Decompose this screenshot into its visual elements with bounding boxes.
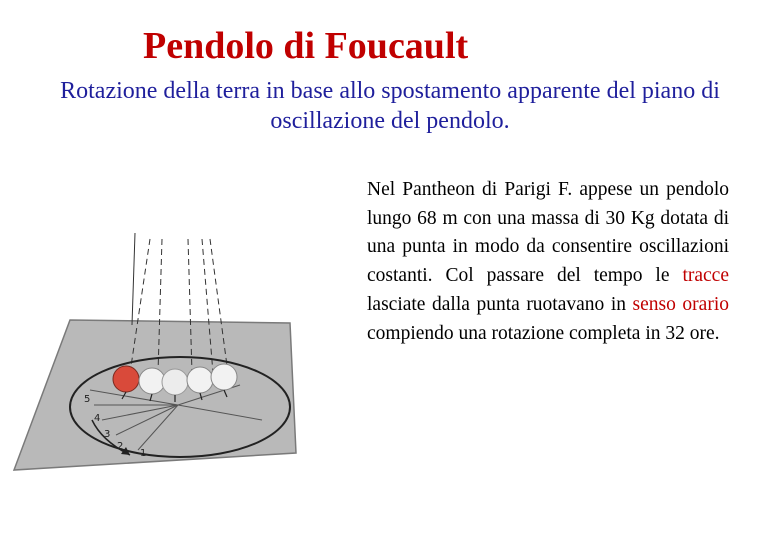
highlight-tracce: tracce (682, 265, 729, 287)
trace-label: 1 (140, 448, 147, 459)
platform (14, 320, 296, 470)
description-text-3: compiendo una rotazione completa in 32 ore. (367, 322, 720, 344)
wire-tops (132, 233, 135, 325)
pendulum-bob (187, 367, 213, 393)
description-paragraph (367, 176, 729, 348)
trace-label: 3 (104, 429, 111, 440)
page-subtitle: Rotazione della terra in base allo spostamento apparente del piano di oscillazione del pendolo. (60, 78, 720, 134)
highlight-senso-orario: senso orario (632, 293, 729, 315)
description-text-2: lasciate dalla punta ruotavano in (367, 293, 633, 315)
trace-label: 4 (94, 413, 101, 424)
pendulum-bob (211, 364, 237, 390)
pendulum-bob-highlight (113, 366, 139, 392)
pendulum-bob (162, 369, 188, 395)
trace-label: 5 (84, 394, 91, 405)
trace-label: 2 (117, 441, 124, 452)
foucault-pendulum-illustration (10, 225, 340, 475)
pendulum-bob (139, 368, 165, 394)
page-title: Pendolo di Foucault (143, 25, 469, 67)
description-text-1: Nel Pantheon di Parigi F. appese un pendolo lungo 68 m con una massa di 30 Kg dotata di una punta in modo da consentire oscillazioni costanti. Col passare del tempo le (367, 179, 729, 287)
